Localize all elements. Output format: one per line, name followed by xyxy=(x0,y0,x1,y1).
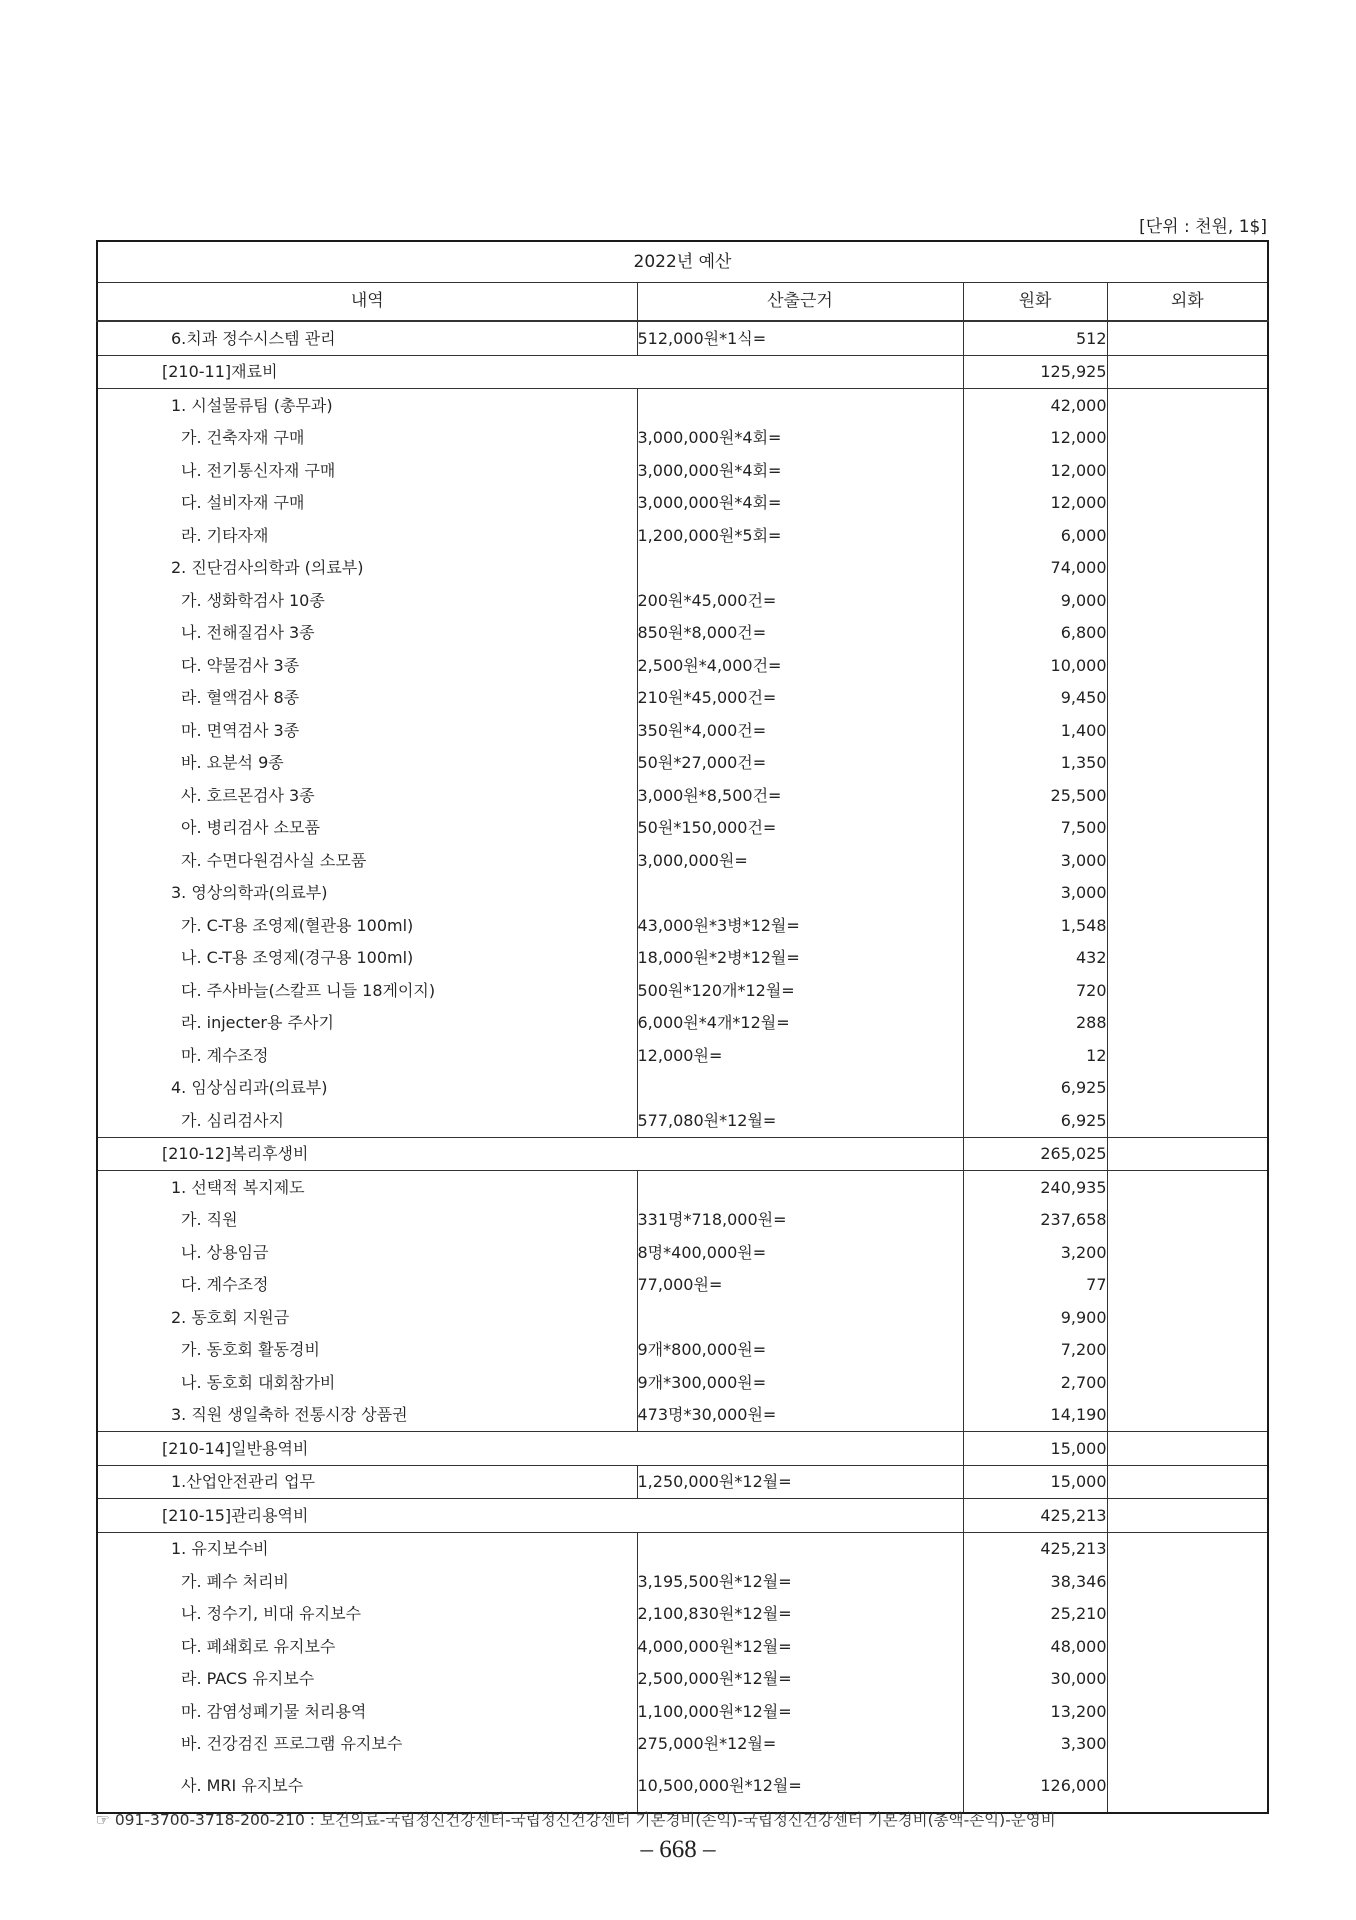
unit-label: [단위 : 천원, 1$] xyxy=(1139,217,1267,237)
basis-cell: 350원*4,000건= xyxy=(637,714,963,747)
basis-cell: 50원*150,000건= xyxy=(637,812,963,845)
krw-amount-cell: 9,000 xyxy=(963,584,1107,617)
basis-cell: 200원*45,000건= xyxy=(637,584,963,617)
krw-amount-cell: 42,000 xyxy=(963,389,1107,422)
krw-amount-cell: 425,213 xyxy=(963,1532,1107,1565)
basis-cell: 10,500,000원*12월= xyxy=(637,1760,963,1813)
table-row xyxy=(97,1630,1268,1663)
basis-cell xyxy=(637,1301,963,1334)
basis-cell: 275,000원*12월= xyxy=(637,1728,963,1761)
krw-amount-cell: 25,500 xyxy=(963,779,1107,812)
table-row xyxy=(97,584,1268,617)
table-row xyxy=(97,1072,1268,1105)
table-title: 2022년 예산 xyxy=(97,241,1268,283)
item-cell: 2. 진단검사의학과 (의료부) xyxy=(97,552,637,585)
item-cell: 1. 유지보수비 xyxy=(97,1532,637,1565)
item-cell: 가. C-T용 조영제(혈관용 100ml) xyxy=(97,909,637,942)
item-cell: 마. 면역검사 3종 xyxy=(97,714,637,747)
krw-amount-cell: 12,000 xyxy=(963,422,1107,455)
foreign-amount-cell xyxy=(1107,1007,1268,1040)
table-row xyxy=(97,552,1268,585)
basis-cell xyxy=(637,1532,963,1565)
krw-amount-cell: 1,400 xyxy=(963,714,1107,747)
item-cell: 바. 건강검진 프로그램 유지보수 xyxy=(97,1728,637,1761)
table-row xyxy=(97,454,1268,487)
foreign-amount-cell xyxy=(1107,1565,1268,1598)
budget-table-body xyxy=(97,241,1268,1813)
foreign-amount-cell xyxy=(1107,812,1268,845)
table-row xyxy=(97,942,1268,975)
table-header-row xyxy=(97,283,1268,322)
krw-amount-cell: 12,000 xyxy=(963,454,1107,487)
krw-amount-cell: 6,000 xyxy=(963,519,1107,552)
table-row xyxy=(97,1465,1268,1499)
foreign-amount-cell xyxy=(1107,1104,1268,1137)
header-foreign: 외화 xyxy=(1107,283,1268,322)
table-row xyxy=(97,617,1268,650)
krw-amount-cell: 1,350 xyxy=(963,747,1107,780)
basis-cell: 331명*718,000원= xyxy=(637,1204,963,1237)
foreign-amount-cell xyxy=(1107,844,1268,877)
foreign-amount-cell xyxy=(1107,389,1268,422)
table-row xyxy=(97,1760,1268,1813)
item-cell: 6.치과 정수시스템 관리 xyxy=(97,321,637,355)
basis-cell xyxy=(637,1072,963,1105)
item-cell: 아. 병리검사 소모품 xyxy=(97,812,637,845)
item-cell: 가. 심리검사지 xyxy=(97,1104,637,1137)
item-cell: 바. 요분석 9종 xyxy=(97,747,637,780)
basis-cell: 50원*27,000건= xyxy=(637,747,963,780)
krw-amount-cell: 240,935 xyxy=(963,1171,1107,1204)
item-cell: 나. 상용임금 xyxy=(97,1236,637,1269)
foreign-amount-cell xyxy=(1107,519,1268,552)
foreign-amount-cell xyxy=(1107,779,1268,812)
krw-amount-cell: 12 xyxy=(963,1039,1107,1072)
item-cell: 1.산업안전관리 업무 xyxy=(97,1465,637,1499)
foreign-amount-cell xyxy=(1107,1630,1268,1663)
basis-cell: 4,000,000원*12월= xyxy=(637,1630,963,1663)
table-row xyxy=(97,1236,1268,1269)
account-code-note: ☞ 091-3700-3718-200-210 : 보건의료-국립정신건강센터-국립정신건강센터 기본경비(손익)-국립정신건강센터 기본경비(총액-손익)-운영비 xyxy=(96,1811,1056,1829)
krw-amount-cell: 512 xyxy=(963,321,1107,355)
foreign-amount-cell xyxy=(1107,1072,1268,1105)
table-row xyxy=(97,1039,1268,1072)
table-row xyxy=(97,1663,1268,1696)
foreign-amount-cell xyxy=(1107,1171,1268,1204)
krw-amount-cell: 13,200 xyxy=(963,1695,1107,1728)
krw-amount-cell: 74,000 xyxy=(963,552,1107,585)
item-cell: 1. 시설물류팀 (총무과) xyxy=(97,389,637,422)
krw-amount-cell: 6,925 xyxy=(963,1072,1107,1105)
krw-amount-cell: 15,000 xyxy=(963,1465,1107,1499)
basis-cell: 2,500,000원*12월= xyxy=(637,1663,963,1696)
krw-amount-cell: 77 xyxy=(963,1269,1107,1302)
table-row xyxy=(97,519,1268,552)
krw-amount-cell: 720 xyxy=(963,974,1107,1007)
item-cell: 가. 폐수 처리비 xyxy=(97,1565,637,1598)
table-row xyxy=(97,1366,1268,1399)
table-row xyxy=(97,649,1268,682)
table-row xyxy=(97,1269,1268,1302)
header-basis: 산출근거 xyxy=(637,283,963,322)
basis-cell: 3,000,000원*4회= xyxy=(637,454,963,487)
basis-cell: 77,000원= xyxy=(637,1269,963,1302)
item-cell: 나. 전기통신자재 구매 xyxy=(97,454,637,487)
krw-amount-cell: 3,000 xyxy=(963,844,1107,877)
basis-cell: 9개*800,000원= xyxy=(637,1334,963,1367)
section-row xyxy=(97,1499,1268,1533)
item-cell: 나. 정수기, 비대 유지보수 xyxy=(97,1598,637,1631)
foreign-amount-cell xyxy=(1107,649,1268,682)
foreign-amount-cell xyxy=(1107,1728,1268,1761)
krw-amount-cell: 6,925 xyxy=(963,1104,1107,1137)
table-row xyxy=(97,487,1268,520)
krw-amount-cell: 14,190 xyxy=(963,1399,1107,1432)
table-row xyxy=(97,1334,1268,1367)
item-cell: 가. 동호회 활동경비 xyxy=(97,1334,637,1367)
item-cell: 3. 직원 생일축하 전통시장 상품권 xyxy=(97,1399,637,1432)
item-cell: 다. 약물검사 3종 xyxy=(97,649,637,682)
item-cell: 다. 계수조정 xyxy=(97,1269,637,1302)
table-row xyxy=(97,1204,1268,1237)
table-row xyxy=(97,747,1268,780)
table-row xyxy=(97,1695,1268,1728)
basis-cell: 512,000원*1식= xyxy=(637,321,963,355)
section-label: [210-14]일반용역비 xyxy=(97,1432,963,1466)
foreign-amount-cell xyxy=(1107,552,1268,585)
krw-amount-cell: 237,658 xyxy=(963,1204,1107,1237)
page-number: – 668 – xyxy=(640,1836,716,1863)
krw-amount-cell: 12,000 xyxy=(963,487,1107,520)
foreign-amount-cell xyxy=(1107,747,1268,780)
table-row xyxy=(97,779,1268,812)
foreign-amount-cell xyxy=(1107,942,1268,975)
item-cell: 라. 기타자재 xyxy=(97,519,637,552)
foreign-amount-cell xyxy=(1107,1236,1268,1269)
foreign-amount-cell xyxy=(1107,1269,1268,1302)
krw-amount-cell: 38,346 xyxy=(963,1565,1107,1598)
header-krw: 원화 xyxy=(963,283,1107,322)
krw-amount-cell: 425,213 xyxy=(963,1499,1107,1533)
table-row xyxy=(97,844,1268,877)
krw-amount-cell: 432 xyxy=(963,942,1107,975)
item-cell: 다. 폐쇄회로 유지보수 xyxy=(97,1630,637,1663)
foreign-amount-cell xyxy=(1107,1499,1268,1533)
basis-cell: 12,000원= xyxy=(637,1039,963,1072)
foreign-amount-cell xyxy=(1107,682,1268,715)
foreign-amount-cell xyxy=(1107,909,1268,942)
krw-amount-cell: 10,000 xyxy=(963,649,1107,682)
krw-amount-cell: 3,300 xyxy=(963,1728,1107,1761)
foreign-amount-cell xyxy=(1107,877,1268,910)
foreign-amount-cell xyxy=(1107,1137,1268,1171)
foreign-amount-cell xyxy=(1107,1432,1268,1466)
table-row xyxy=(97,877,1268,910)
table-row xyxy=(97,321,1268,355)
table-row xyxy=(97,909,1268,942)
table-row xyxy=(97,1598,1268,1631)
foreign-amount-cell xyxy=(1107,1399,1268,1432)
basis-cell: 9개*300,000원= xyxy=(637,1366,963,1399)
krw-amount-cell: 125,925 xyxy=(963,355,1107,389)
section-row xyxy=(97,1432,1268,1466)
krw-amount-cell: 126,000 xyxy=(963,1760,1107,1813)
budget-table xyxy=(96,240,1269,1814)
krw-amount-cell: 3,200 xyxy=(963,1236,1107,1269)
item-cell: 4. 임상심리과(의료부) xyxy=(97,1072,637,1105)
foreign-amount-cell xyxy=(1107,1465,1268,1499)
basis-cell: 3,000,000원= xyxy=(637,844,963,877)
krw-amount-cell: 1,548 xyxy=(963,909,1107,942)
table-title-row xyxy=(97,241,1268,283)
basis-cell xyxy=(637,552,963,585)
foreign-amount-cell xyxy=(1107,1663,1268,1696)
section-label: [210-15]관리용역비 xyxy=(97,1499,963,1533)
item-cell: 사. MRI 유지보수 xyxy=(97,1760,637,1813)
foreign-amount-cell xyxy=(1107,1760,1268,1813)
basis-cell xyxy=(637,877,963,910)
basis-cell: 6,000원*4개*12월= xyxy=(637,1007,963,1040)
table-row xyxy=(97,1104,1268,1137)
foreign-amount-cell xyxy=(1107,1301,1268,1334)
foreign-amount-cell xyxy=(1107,617,1268,650)
basis-cell: 577,080원*12월= xyxy=(637,1104,963,1137)
foreign-amount-cell xyxy=(1107,1366,1268,1399)
basis-cell: 500원*120개*12월= xyxy=(637,974,963,1007)
table-row xyxy=(97,1728,1268,1761)
krw-amount-cell: 25,210 xyxy=(963,1598,1107,1631)
foreign-amount-cell xyxy=(1107,974,1268,1007)
foreign-amount-cell xyxy=(1107,1598,1268,1631)
item-cell: 자. 수면다원검사실 소모품 xyxy=(97,844,637,877)
krw-amount-cell: 288 xyxy=(963,1007,1107,1040)
krw-amount-cell: 15,000 xyxy=(963,1432,1107,1466)
foreign-amount-cell xyxy=(1107,714,1268,747)
table-row xyxy=(97,1301,1268,1334)
foreign-amount-cell xyxy=(1107,1204,1268,1237)
basis-cell: 2,500원*4,000건= xyxy=(637,649,963,682)
table-row xyxy=(97,1399,1268,1432)
item-cell: 마. 감염성폐기물 처리용역 xyxy=(97,1695,637,1728)
foreign-amount-cell xyxy=(1107,1695,1268,1728)
basis-cell: 1,100,000원*12월= xyxy=(637,1695,963,1728)
item-cell: 2. 동호회 지원금 xyxy=(97,1301,637,1334)
foreign-amount-cell xyxy=(1107,584,1268,617)
item-cell: 3. 영상의학과(의료부) xyxy=(97,877,637,910)
basis-cell: 473명*30,000원= xyxy=(637,1399,963,1432)
table-row xyxy=(97,1565,1268,1598)
item-cell: 마. 계수조정 xyxy=(97,1039,637,1072)
item-cell: 나. C-T용 조영제(경구용 100ml) xyxy=(97,942,637,975)
section-row xyxy=(97,1137,1268,1171)
basis-cell: 850원*8,000건= xyxy=(637,617,963,650)
basis-cell: 2,100,830원*12월= xyxy=(637,1598,963,1631)
table-row xyxy=(97,812,1268,845)
item-cell: 나. 동호회 대회참가비 xyxy=(97,1366,637,1399)
krw-amount-cell: 265,025 xyxy=(963,1137,1107,1171)
table-row xyxy=(97,389,1268,422)
section-label: [210-12]복리후생비 xyxy=(97,1137,963,1171)
table-row xyxy=(97,974,1268,1007)
foreign-amount-cell xyxy=(1107,487,1268,520)
item-cell: 라. PACS 유지보수 xyxy=(97,1663,637,1696)
basis-cell: 1,200,000원*5회= xyxy=(637,519,963,552)
table-row xyxy=(97,682,1268,715)
item-cell: 가. 생화학검사 10종 xyxy=(97,584,637,617)
basis-cell: 3,000,000원*4회= xyxy=(637,422,963,455)
item-cell: 사. 호르몬검사 3종 xyxy=(97,779,637,812)
foreign-amount-cell xyxy=(1107,321,1268,355)
table-row xyxy=(97,1007,1268,1040)
foreign-amount-cell xyxy=(1107,1334,1268,1367)
basis-cell: 43,000원*3병*12월= xyxy=(637,909,963,942)
basis-cell: 3,000원*8,500건= xyxy=(637,779,963,812)
basis-cell: 3,000,000원*4회= xyxy=(637,487,963,520)
basis-cell: 3,195,500원*12월= xyxy=(637,1565,963,1598)
krw-amount-cell: 6,800 xyxy=(963,617,1107,650)
basis-cell xyxy=(637,389,963,422)
basis-cell: 8명*400,000원= xyxy=(637,1236,963,1269)
foreign-amount-cell xyxy=(1107,1039,1268,1072)
table-row xyxy=(97,714,1268,747)
section-row xyxy=(97,355,1268,389)
krw-amount-cell: 9,450 xyxy=(963,682,1107,715)
item-cell: 라. injecter용 주사기 xyxy=(97,1007,637,1040)
basis-cell: 18,000원*2병*12월= xyxy=(637,942,963,975)
item-cell: 나. 전해질검사 3종 xyxy=(97,617,637,650)
section-label: [210-11]재료비 xyxy=(97,355,963,389)
item-cell: 다. 주사바늘(스칼프 니들 18게이지) xyxy=(97,974,637,1007)
krw-amount-cell: 2,700 xyxy=(963,1366,1107,1399)
basis-cell: 210원*45,000건= xyxy=(637,682,963,715)
krw-amount-cell: 7,500 xyxy=(963,812,1107,845)
basis-cell: 1,250,000원*12월= xyxy=(637,1465,963,1499)
basis-cell xyxy=(637,1171,963,1204)
foreign-amount-cell xyxy=(1107,422,1268,455)
krw-amount-cell: 9,900 xyxy=(963,1301,1107,1334)
foreign-amount-cell xyxy=(1107,355,1268,389)
krw-amount-cell: 7,200 xyxy=(963,1334,1107,1367)
foreign-amount-cell xyxy=(1107,1532,1268,1565)
table-row xyxy=(97,422,1268,455)
item-cell: 가. 건축자재 구매 xyxy=(97,422,637,455)
header-item: 내역 xyxy=(97,283,637,322)
foreign-amount-cell xyxy=(1107,454,1268,487)
krw-amount-cell: 30,000 xyxy=(963,1663,1107,1696)
item-cell: 가. 직원 xyxy=(97,1204,637,1237)
item-cell: 다. 설비자재 구매 xyxy=(97,487,637,520)
krw-amount-cell: 48,000 xyxy=(963,1630,1107,1663)
item-cell: 1. 선택적 복지제도 xyxy=(97,1171,637,1204)
table-row xyxy=(97,1171,1268,1204)
krw-amount-cell: 3,000 xyxy=(963,877,1107,910)
item-cell: 라. 혈액검사 8종 xyxy=(97,682,637,715)
table-row xyxy=(97,1532,1268,1565)
